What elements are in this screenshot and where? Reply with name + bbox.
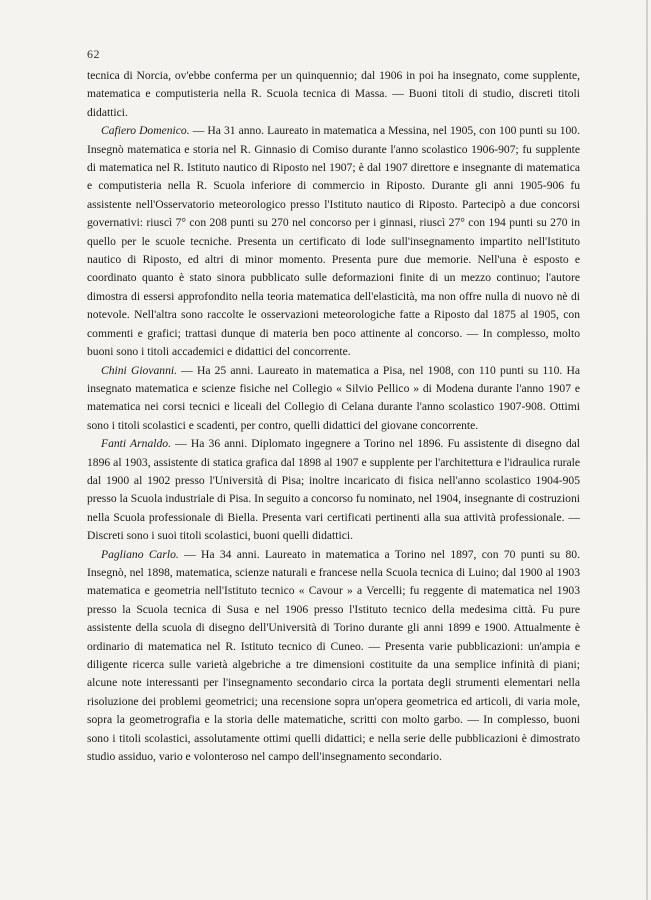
paragraph-text: — Ha 34 anni. Laureato in matematica a Torino nel 1897, con 70 punti su 80. Insegnò, nel 1898, matematica, scienze naturali e francese nella Scuola tecnica di Luino; dal 1900 al 1903 matematica e geometria nell'Istituto tecnico « Cavour » a Vercelli; fu reggente di matematica nel 1903 presso la Scuola tecnica di Susa e nel 1906 presso l'Istituto tecnico della medesima città. Fu pure assistente della scuola di disegno dell'Università di Torino durante gli anni 1899 e 1900. Attualmente è ordinario di matematica nel R. Istituto tecnico di Cuneo. — Presenta varie pubblicazioni: un'ampia e diligente ricerca sulle varietà algebriche a tre dimensioni costituite da una semplice infinità di piani; alcune note interessanti per l'insegnamento secondario circa la portata degli strumenti elementari nella risoluzione dei problemi geometrici; una recensione sopra un'opera geometrica ed articoli, di varia mole, sopra la geometrografia e la storia delle matematiche, scritti con molto garbo. — In complesso, buoni sono i titoli scolastici, assolutamente ottimi quelli didattici; e nella serie delle pubblicazioni è dimostrato studio assiduo, vario e volonteroso nel campo dell'insegnamento secondario. (87, 547, 580, 764)
page-number: 62 (87, 47, 100, 61)
text-body (87, 67, 580, 766)
paragraph-text: tecnica di Norcia, ov'ebbe conferma per un quinquennio; dal 1906 in poi ha insegnato, come supplente, matematica e computisteria nella R. Scuola tecnica di Massa. — Buoni titoli di studio, discreti titoli didattici. (87, 69, 580, 119)
paragraph-text: — Ha 36 anni. Diplomato ingegnere a Torino nel 1896. Fu assistente di disegno dal 1896 al 1903, assistente di statica grafica dal 1898 al 1907 e supplente per l'architettura e l'idraulica rurale dal 1900 al 1902 presso l'Università di Pisa; inoltre incaricato di fisica nell'anno scolastico 1904-905 presso la Scuola industriale di Pisa. In seguito a concorso fu nominato, nel 1904, insegnante di costruzioni nella Scuola professionale di Biella. Presenta vari certificati pertinenti alla sua attività professionale. — Discreti sono i suoi titoli scolastici, buoni quelli didattici. (87, 437, 580, 543)
scan-edge-line (646, 0, 648, 900)
paragraph-continuation (87, 67, 580, 122)
paragraph-candidate (87, 362, 580, 436)
paragraph-text: — Ha 25 anni. Laureato in matematica a Pisa, nel 1908, con 110 punti su 110. Ha insegnato matematica e scienze fisiche nel Collegio « Silvio Pellico » di Modena durante l'anno 1907 e matematica nei corsi tecnici e liceali del Collegio di Celana durante l'anno scolastico 1907-908. Ottimi sono i titoli scolastici e scadenti, per contro, quelli didattici del giovane concorrente. (87, 363, 580, 432)
paragraph-candidate (87, 546, 580, 767)
paragraph-candidate (87, 435, 580, 545)
candidate-name: Cafiero Domenico. (101, 124, 190, 138)
paragraph-text: — Ha 31 anno. Laureato in matematica a Messina, nel 1905, con 100 punti su 100. Insegnò matematica e storia nel R. Ginnasio di Comiso durante l'anno scolastico 1906-907; fu supplente di matematica nel R. Istituto nautico di Riposto nel 1907; è dal 1907 direttore e insegnante di matematica e computisteria nella R. Scuola inferiore di commercio in Riposto. Durante gli anni 1905-906 fu assistente nell'Osservatorio meteorologico presso l'Istituto nautico di Riposto. Partecipò a due concorsi governativi: riuscì 7° con 208 punti su 270 nel concorso per i ginnasi, riuscì 27° con 194 punti su 270 in quello per le scuole tecniche. Presenta un certificato di lode sull'insegnamento impartito nell'Istituto nautico di Riposto, ed altri di minor momento. Presenta pure due memorie. Nell'una è esposto e coordinato quanto è stato sinora pubblicato sulle deformazioni finite di un mezzo continuo; l'autore dimostra di essersi approfondito nella teoria matematica dell'elasticità, ma non offre nulla di nuovo nè di notevole. Nell'altra sono raccolte le osservazioni meteorologiche fatte a Riposto dal 1875 al 1905, con commenti e grafici; trattasi dunque di materia ben poco attinente al concorso. — In complesso, molto buoni sono i titoli accademici e didattici del concorrente. (87, 124, 581, 359)
candidate-name: Fanti Arnaldo. (101, 437, 171, 451)
candidate-name: Chini Giovanni. (101, 363, 177, 377)
paragraph-candidate (87, 122, 580, 361)
candidate-name: Pagliano Carlo. (101, 547, 179, 561)
